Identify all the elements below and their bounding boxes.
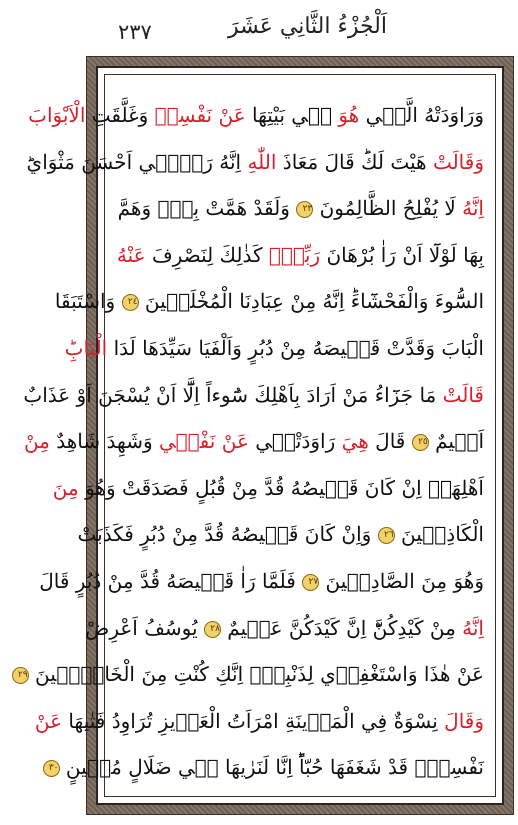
- verse-text: بِهَا لَوْلَٓا اَنْ رَاٰ بُرْهَانَ: [320, 242, 484, 267]
- verse-text: كَذٰلِكَ لِنَصْرِفَ: [145, 242, 269, 267]
- verse-text: وَشَهِدَ شَاهِدٌ: [49, 429, 159, 454]
- highlighted-word: مِنَ: [52, 475, 79, 500]
- verse-text: مِنْ كَيْدِكُنَّؕ اِنَّ كَيْدَكُنَّ عَظ۪يمٌ: [220, 615, 463, 640]
- verse-text: وَاِنْ كَانَ قَم۪يصُهُ قُدَّ مِنْ دُبُرٍ فَكَذَبَتْ: [77, 522, 378, 547]
- verse-text: اَل۪يمٌ: [428, 429, 484, 454]
- highlighted-word: قَالَتْ: [442, 382, 484, 407]
- text-line: [118, 232, 484, 278]
- ayah-number-marker: ٣٠: [43, 760, 60, 777]
- ayah-number-marker: ٢٧: [302, 574, 319, 591]
- verse-text: الْبَابَ وَقَدَّتْ قَم۪يصَهُ مِنْ دُبُرٍ وَاَلْفَيَا سَيِّدَهَا لَدَا: [107, 336, 484, 360]
- verse-text: مَا جَزَٓاءُ مَنْ اَرَادَ بِاَهْلِكَ سُٓوءاً اِلَّٓا اَنْ يُسْجَنَ اَوْ عَذَابٌ: [23, 382, 443, 407]
- text-line: [18, 651, 484, 697]
- text-line: [85, 605, 484, 651]
- verse-text: وَلَقَدْ هَمَّتْ بِه۪ۚ وَهَمَّ: [117, 196, 297, 221]
- ayah-number-marker: ٢٤: [122, 294, 139, 311]
- highlighted-word: الْاَبْوَابَ: [28, 103, 86, 127]
- highlighted-word: وَقَالَ: [444, 708, 484, 733]
- verse-text: اِنَّهُ رَبّ۪ٓي اَحْسَنَ مَثْوَايَؕ: [26, 149, 248, 174]
- text-line: [26, 139, 484, 185]
- text-line: [64, 325, 484, 371]
- highlighted-word: عَنْ نَفْس۪ي: [159, 429, 249, 454]
- verse-text: السُّٓوءَ وَالْفَحْشَٓاءَؕ اِنَّهُ مِنْ عِبَادِنَا الْمُخْلَص۪ينَ: [138, 289, 484, 314]
- text-line: [54, 278, 484, 324]
- text-line: [48, 744, 484, 790]
- verse-text: قَالَ: [368, 429, 412, 454]
- verse-text: وَرَاوَدَتْهُ الَّت۪ي: [359, 103, 484, 127]
- highlighted-word: مِنْ: [23, 429, 50, 454]
- highlighted-word: اللّٰهِ: [247, 149, 277, 174]
- verse-text: عَنْ هٰذَا وَاسْتَغْفِر۪ي لِذَنْبِكِۚ اِنَّكِ كُنْتِ مِنَ الْخَاطِ۪ٔينَ: [28, 662, 484, 687]
- verse-text: وَغَلَّقَتِ: [85, 103, 155, 127]
- verse-text: وَاسْتَبَقَا: [54, 289, 122, 314]
- verse-text: هَيْتَ لَكَؕ قَالَ مَعَاذَ: [276, 149, 433, 174]
- page-number: ٢٣٧: [118, 20, 152, 44]
- verse-text: نِسْوَةٌ فِي الْمَد۪ينَةِ امْرَاَتُ الْعَز۪يزِ تُرَاوِدُ فَتٰيهَا: [62, 708, 445, 733]
- highlighted-word: عَنْ نَفْسِه۪: [154, 103, 246, 127]
- highlighted-word: اِنَّهُ: [462, 196, 484, 221]
- verse-text: رَاوَدَتْن۪ي: [248, 429, 342, 454]
- verse-text: اَهْلِهَاۚ اِنْ كَانَ قَم۪يصُهُ قُدَّ مِنْ قُبُلٍ فَصَدَقَتْ وَهُوَ: [78, 475, 484, 500]
- verse-text: نَفْسِه۪ۚ: [414, 755, 484, 780]
- text-line: [77, 511, 484, 557]
- highlighted-word: عَنْ: [34, 708, 63, 733]
- ayah-number-marker: ٢٩: [12, 667, 29, 684]
- text-line: [23, 418, 484, 464]
- highlighted-word: الْبَابِؕ: [64, 336, 108, 360]
- highlighted-word: اِنَّهُ: [462, 615, 484, 640]
- text-line: [39, 558, 484, 604]
- verse-text: فَلَمَّا رَاٰ قَم۪يصَهُ قُدَّ مِنْ دُبُرٍ قَالَ: [39, 569, 303, 593]
- verse-text: وَهُوَ مِنَ الصَّادِق۪ينَ: [319, 569, 484, 593]
- highlighted-word: وَقَالَتْ: [432, 149, 484, 174]
- ayah-number-marker: ٢٨: [204, 621, 221, 638]
- verse-text: يُوسُفُ اَعْرِضْ: [85, 615, 204, 640]
- text-line: [34, 698, 484, 744]
- highlighted-word: عَنْهُ: [116, 242, 146, 267]
- page-header: [0, 0, 518, 58]
- highlighted-word: هُوَ: [338, 103, 360, 127]
- ayah-number-marker: ٢٦: [378, 527, 395, 544]
- text-line: [28, 92, 484, 138]
- verse-text: الْكَاذِب۪ينَ: [394, 522, 484, 547]
- verse-text: قَدْ شَغَفَهَا حُبّاًؕ اِنَّا لَنَرٰيهَا ف۪ي ضَلَالٍ مُب۪ينٍ: [59, 755, 415, 780]
- verse-text: ف۪ي بَيْتِهَا: [245, 103, 339, 127]
- ayah-number-marker: ٢٥: [412, 434, 429, 451]
- quran-text-block: [18, 92, 484, 792]
- verse-text: لَا يُفْلِحُ الظَّالِمُونَ: [313, 196, 463, 221]
- text-line: [23, 372, 484, 418]
- highlighted-word: رَبِّه۪ؕ: [268, 242, 321, 267]
- highlighted-word: هِيَ: [341, 429, 369, 454]
- text-line: [52, 465, 484, 511]
- juz-title: اَلْجُزْءُ الثَّانِي عَشَرَ: [228, 14, 387, 39]
- text-line: [118, 185, 484, 231]
- ayah-number-marker: ٢٣: [296, 201, 313, 218]
